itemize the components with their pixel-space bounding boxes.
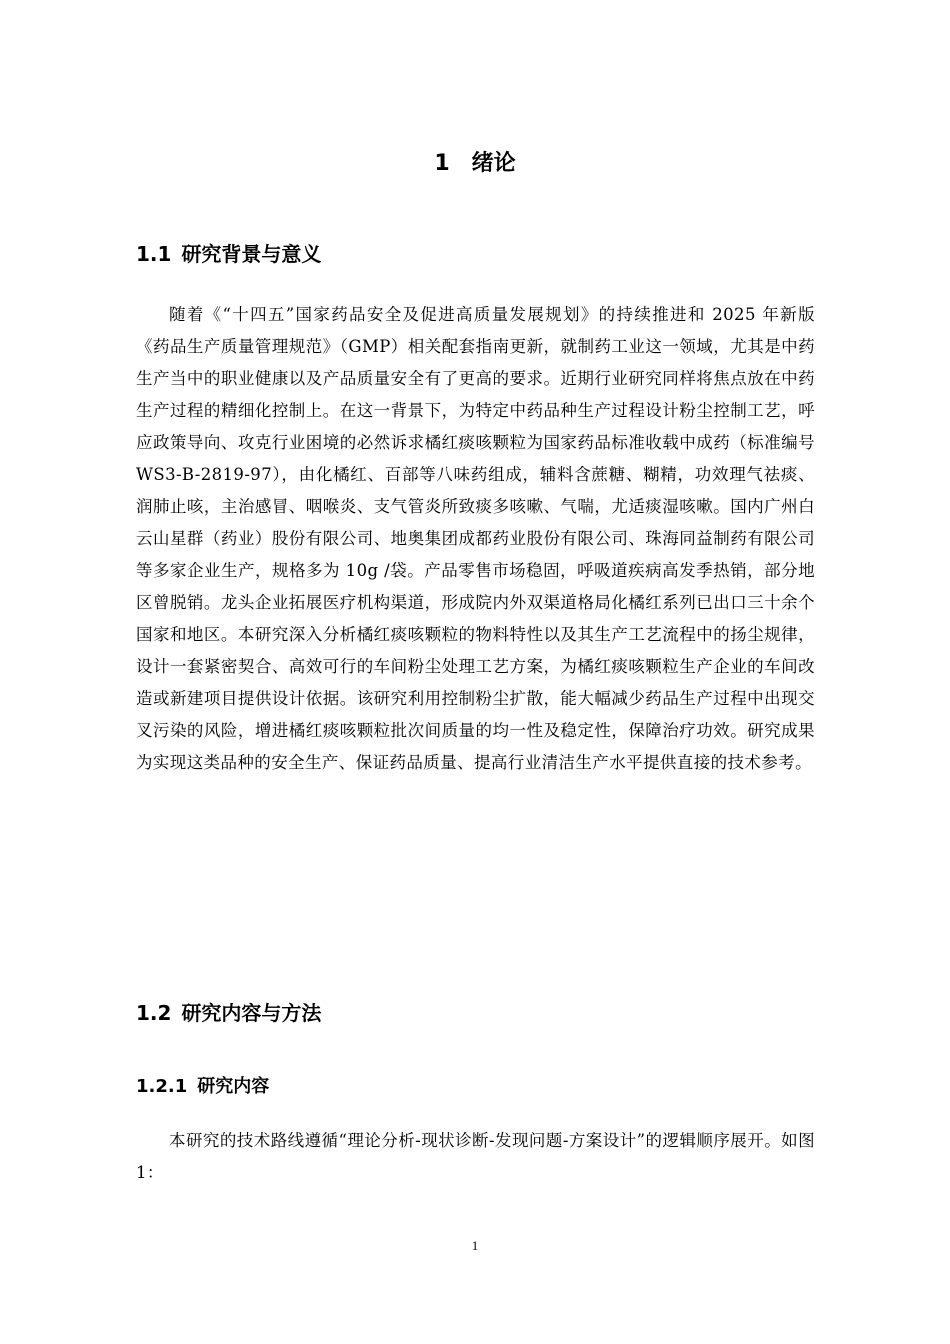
subsection-heading-1-2-1 (136, 1072, 269, 1098)
section-heading-1-1 (136, 238, 321, 267)
page-number: 1 (471, 1238, 479, 1253)
background-paragraph: 随着《“十四五”国家药品安全及促进高质量发展规划》的持续推进和 2025 年新版《药品生产质量管理规范》（GMP）相关配套指南更新，就制药工业这一领域，尤其是中药生产当中的职业健康以及产品质量安全有了更高的要求。近期行业研究同样将焦点放在中药生产过程的精细化控制上。在这一背景下，为特定中药品种生产过程设计粉尘控制工艺，呼应政策导向、攻克行业困境的必然诉求橘红痰咳颗粒为国家药品标准收载中成药（标准编号 WS3-B-2819-97），由化橘红、百部等八味药组成，辅料含蔗糖、糊精，功效理气祛痰、润肺止咳，主治感冒、咽喉炎、支气管炎所致痰多咳嗽、气喘，尤适痰湿咳嗽。国内广州白云山星群（药业）股份有限公司、地奥集团成都药业股份有限公司、珠海同益制药有限公司等多家企业生产，规格多为 10g /袋。产品零售市场稳固，呼吸道疾病高发季热销，部分地区曾脱销。龙头企业拓展医疗机构渠道，形成院内外双渠道格局化橘红系列已出口三十余个国家和地区。本研究深入分析橘红痰咳颗粒的物料特性以及其生产工艺流程中的扬尘规律，设计一套紧密契合、高效可行的车间粉尘处理工艺方案，为橘红痰咳颗粒生产企业的车间改造或新建项目提供设计依据。该研究利用控制粉尘扩散，能大幅减少药品生产过程中出现交叉污染的风险，增进橘红痰咳颗粒批次间质量的均一性及稳定性，保障治疗功效。研究成果为实现这类品种的安全生产、保证药品质量、提高行业清洁生产水平提供直接的技术参考。 (136, 305, 815, 772)
research-content-paragraph: 本研究的技术路线遵循“理论分析-现状诊断-发现问题-方案设计”的逻辑顺序展开。如图 1： (136, 1131, 815, 1182)
subsection-number: 1.2.1 (136, 1076, 188, 1097)
section-title: 研究内容与方法 (181, 1001, 322, 1025)
section-number: 1.1 (136, 242, 172, 266)
section-heading-1-2 (136, 997, 321, 1026)
chapter-title-text: 绪论 (471, 151, 516, 176)
subsection-title: 研究内容 (197, 1076, 270, 1097)
section-title: 研究背景与意义 (181, 242, 322, 266)
chapter-number: 1 (434, 151, 450, 176)
section-number: 1.2 (136, 1001, 172, 1025)
chapter-title (0, 146, 950, 177)
